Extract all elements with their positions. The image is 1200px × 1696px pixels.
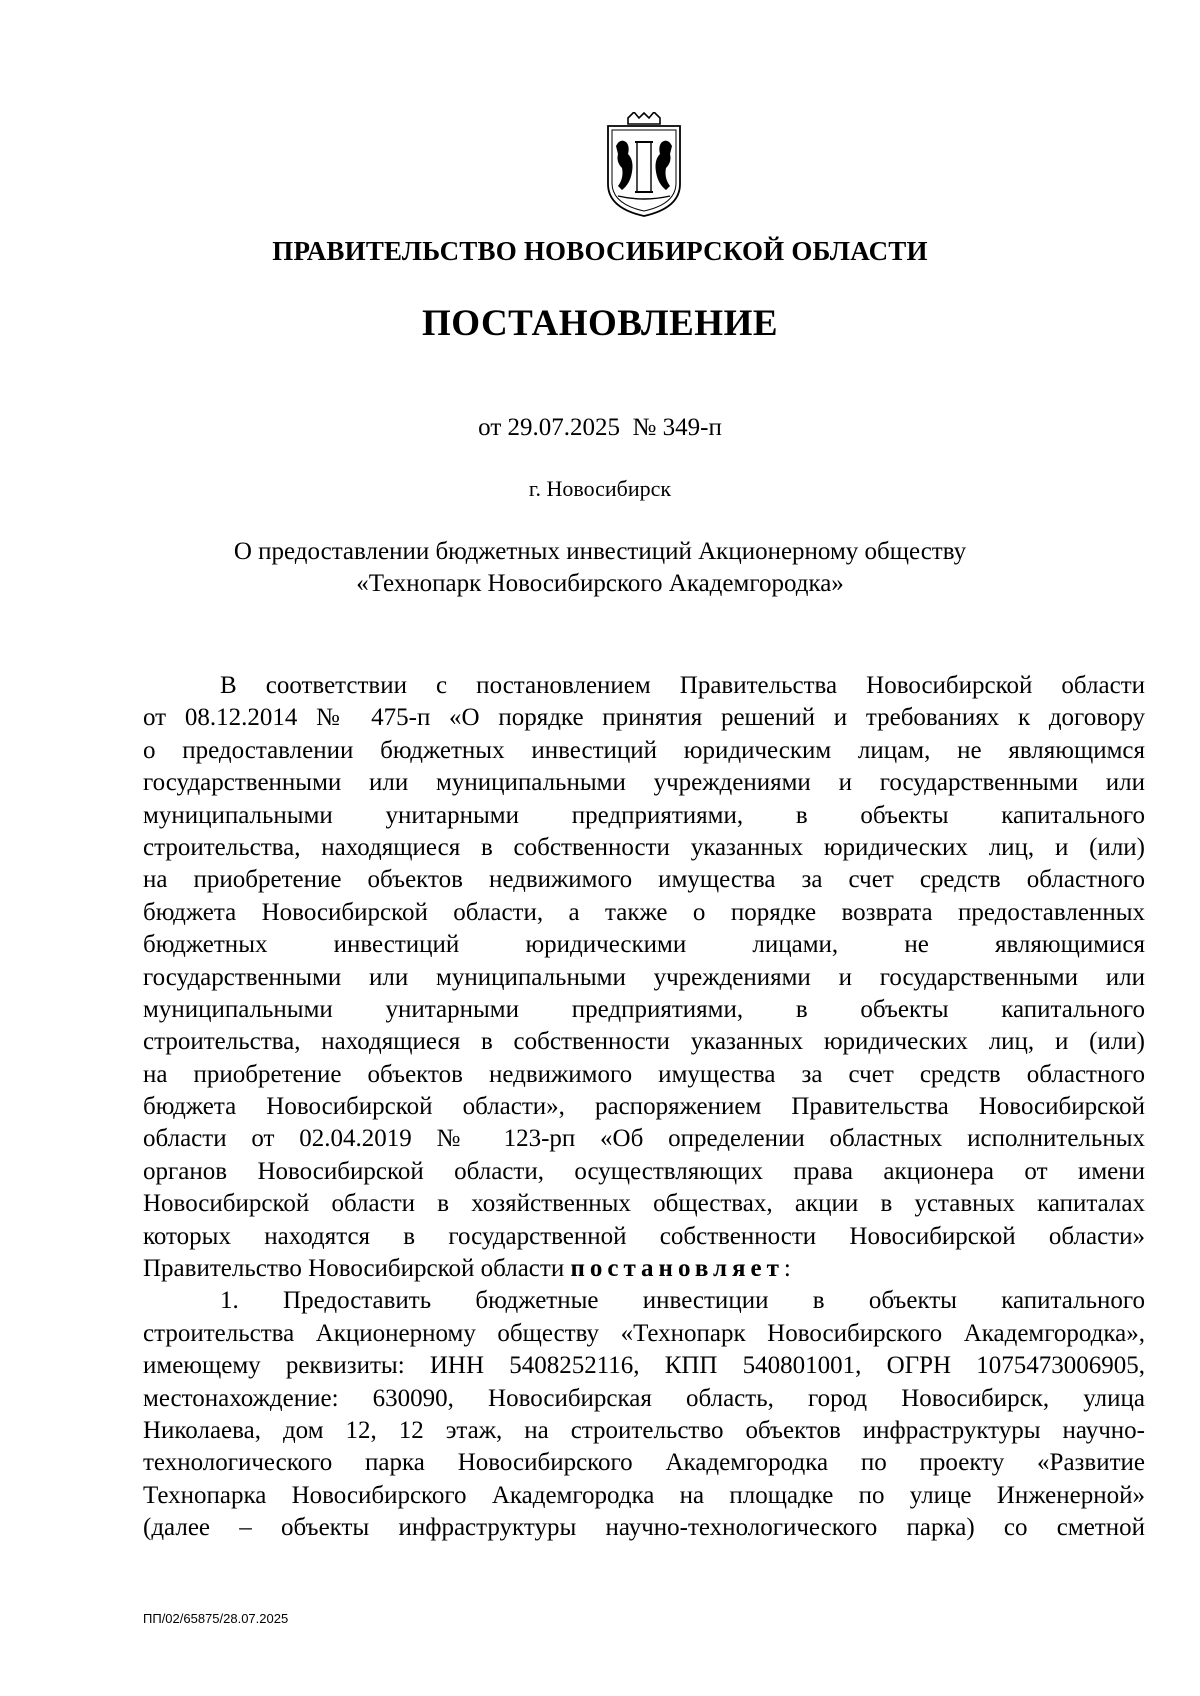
item-1-line: 1. Предоставить бюджетные инвестиции в объекты капитального bbox=[220, 1287, 1145, 1315]
body-line: области от 02.04.2019 № 123-рп «Об определении областных исполнительных bbox=[143, 1125, 1145, 1153]
document-footer-code: ПП/02/65875/28.07.2025 bbox=[143, 1611, 289, 1626]
subject-line: «Технопарк Новосибирского Академгородка» bbox=[356, 570, 844, 597]
document-subject bbox=[150, 536, 1050, 600]
body-line: которых находятся в государственной собственности Новосибирской области» bbox=[143, 1222, 1145, 1250]
resolution-line bbox=[143, 1253, 1145, 1285]
resolution-verb: постановляет bbox=[570, 1255, 784, 1283]
document-type-title: ПОСТАНОВЛЕНИЕ bbox=[421, 303, 779, 344]
body-line: бюджета Новосибирской области», распоряжением Правительства Новосибирской bbox=[143, 1093, 1145, 1121]
body-line: бюджета Новосибирской области, а также о порядке возврата предоставленных bbox=[143, 898, 1145, 926]
item-1-line: Технопарка Новосибирского Академгородка на площадке по улице Инженерной» bbox=[143, 1481, 1145, 1509]
document-body bbox=[143, 670, 1145, 1545]
body-line: строительства, находящиеся в собственности указанных юридических лиц, и (или) bbox=[143, 833, 1145, 861]
item-1-line: имеющему реквизиты: ИНН 5408252116, КПП 540801001, ОГРН 1075473006905, bbox=[143, 1352, 1145, 1380]
body-line: от 08.12.2014 № 475-п «О порядке принятия решений и требованиях к договору bbox=[143, 704, 1145, 732]
body-line: о предоставлении бюджетных инвестиций юридическим лицам, не являющимся bbox=[143, 736, 1145, 764]
body-line: на приобретение объектов недвижимого имущества за счет средств областного bbox=[143, 866, 1145, 894]
organization-title: ПРАВИТЕЛЬСТВО НОВОСИБИРСКОЙ ОБЛАСТИ bbox=[272, 236, 928, 266]
body-line: муниципальными унитарными предприятиями, в объекты капитального bbox=[143, 995, 1145, 1023]
body-line: В соответствии с постановлением Правительства Новосибирской области bbox=[220, 672, 1145, 699]
document-city: г. Новосибирск bbox=[528, 476, 672, 501]
resolution-prefix: Правительство Новосибирской области bbox=[143, 1255, 571, 1283]
document-date-number: от 29.07.2025 № 349-п bbox=[478, 414, 722, 441]
body-line: государственными или муниципальными учреждениями и государственными или bbox=[143, 963, 1145, 991]
item-1-line: местонахождение: 630090, Новосибирская область, город Новосибирск, улица bbox=[143, 1384, 1145, 1412]
coat-of-arms-icon bbox=[602, 112, 686, 218]
item-1-line: (далее – объекты инфраструктуры научно-технологического парка) со сметной bbox=[143, 1514, 1145, 1542]
body-line: строительства, находящиеся в собственности указанных юридических лиц, и (или) bbox=[143, 1028, 1145, 1056]
body-line: бюджетных инвестиций юридическими лицами, не являющимися bbox=[143, 931, 1145, 959]
item-1-line: строительства Акционерному обществу «Технопарк Новосибирского Академгородка», bbox=[143, 1319, 1145, 1347]
body-line: государственными или муниципальными учреждениями и государственными или bbox=[143, 769, 1145, 797]
item-1-line: Николаева, дом 12, 12 этаж, на строительство объектов инфраструктуры научно- bbox=[143, 1416, 1145, 1444]
body-line: муниципальными унитарными предприятиями, в объекты капитального bbox=[143, 801, 1145, 829]
body-line: на приобретение объектов недвижимого имущества за счет средств областного bbox=[143, 1060, 1145, 1088]
subject-line: О предоставлении бюджетных инвестиций Акционерному обществу bbox=[233, 538, 967, 565]
body-line: органов Новосибирской области, осуществляющих права акционера от имени bbox=[143, 1157, 1145, 1185]
item-1-line: технологического парка Новосибирского Академгородка по проекту «Развитие bbox=[143, 1449, 1145, 1477]
resolution-suffix: : bbox=[783, 1255, 791, 1283]
body-line: Новосибирской области в хозяйственных обществах, акции в уставных капиталах bbox=[143, 1190, 1145, 1218]
